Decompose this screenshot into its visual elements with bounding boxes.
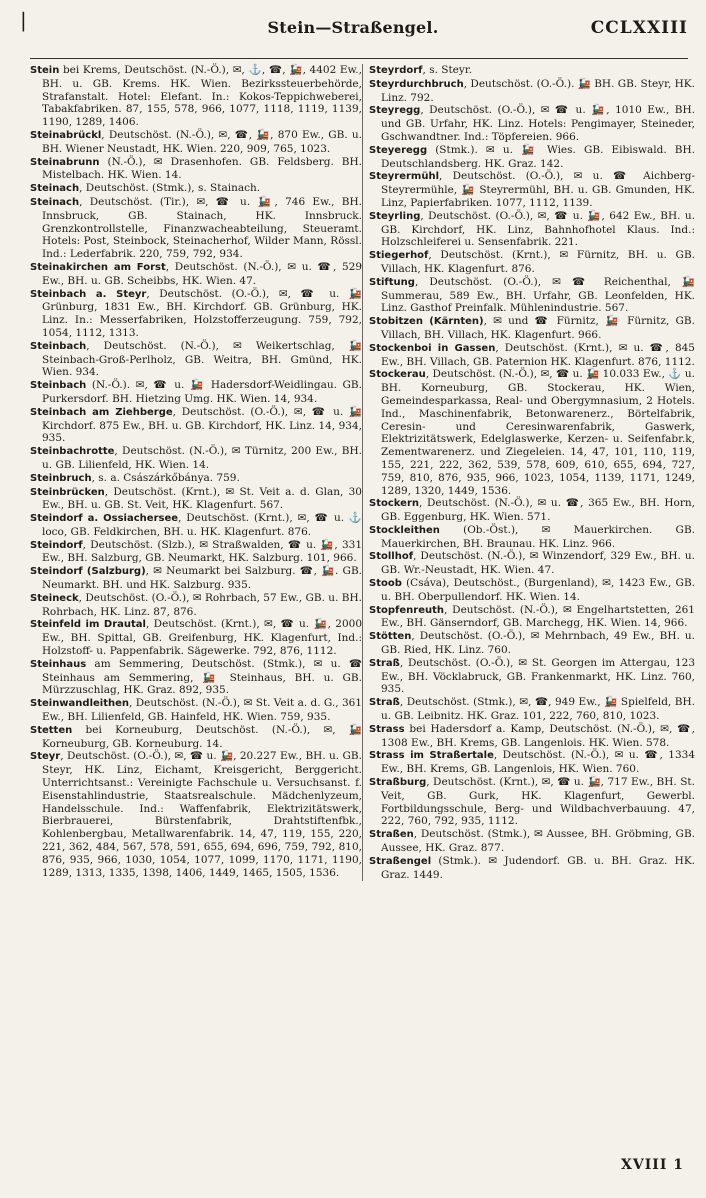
left-column	[30, 64, 362, 879]
entry-details: , Deutschöst. (Krnt.), ✉ u. ☎, 845 Ew., BH. Villach, GB. Paternion HK. Klagenfurt. 876, 1112.	[381, 341, 695, 368]
gazetteer-entry	[369, 696, 695, 723]
entry-headword: Stetten	[30, 724, 73, 736]
entry-details: , Deutschöst. (O.-Ö.), ✉ u. ☎ Aichberg-Steyrermühle, 🚂 Steyrermühl, BH. u. GB. Gmunden, HK. Linz, Papierfabriken. 1077, 1112, 1139.	[381, 170, 695, 209]
running-title: Stein—Straßengel.	[267, 18, 439, 37]
entry-details: , s. a. Császárkőbánya. 759.	[91, 471, 240, 484]
printer-signature: XVIII 1	[621, 1157, 684, 1173]
entry-details: bei Hadersdorf a. Kamp, Deutschöst. (N.-Ö.), ✉, ☎, 1308 Ew., BH. Krems, GB. Langenlois. HK. Wien. 578.	[381, 722, 695, 749]
entry-details: , Deutschöst. (N.-Ö.), ✉ u. ☎, 1334 Ew., BH. Krems, GB. Langenlois, HK. Wien. 760.	[381, 749, 696, 776]
entry-details: , Deutschöst. (N.-Ö.), ✉ Türnitz, 200 Ew., BH. u. GB. Lilienfeld, HK. Wien. 14.	[42, 445, 362, 471]
gazetteer-entry	[369, 723, 695, 750]
entry-headword: Stoob	[369, 578, 402, 590]
gazetteer-entry	[369, 577, 695, 604]
entry-headword: Steindorf	[30, 539, 83, 551]
entry-details: , Deutschöst. (O.-Ö.), ✉ ☎ u. 🚂, 1010 Ew., BH. und GB. Urfahr, HK. Linz. Hotels: Pengimayer, Steineder, Gschwandtner. Ind.: Töpfereien. 966.	[381, 104, 695, 143]
entry-details: (N.-Ö.), ✉ Drasenhofen. GB. Feldsberg. BH. Mistelbach. HK. Wien. 14.	[42, 155, 362, 182]
entry-details: , Deutschöst. (Krnt.), ✉, ☎ u. 🚂, 2000 Ew., BH. Spittal, GB. Greifenburg, HK. Klagenfurt, Ind.: Holzstoff- u. Pappenfabrik. Sägewerke. 792, 876, 1112.	[42, 618, 362, 658]
entry-details: am Semmering, Deutschöst. (Stmk.), ✉ u. ☎ Steinhaus am Semmering, 🚂 Steinhaus, BH. u. GB. Mürzzuschlag, HK. Graz. 892, 935.	[42, 657, 362, 697]
entry-details: , Deutschöst. (N.-Ö.), ✉ Weikertschlag, 🚂 Steinbach-Groß-Perlholz, GB. Weitra, BH. Gmünd, HK. Wien. 934.	[42, 339, 362, 379]
entry-details: , Deutschöst. (O.-Ö.), ✉ St. Georgen im Attergau, 123 Ew., BH. Vöcklabruck, GB. Frankenmarkt, HK. Linz. 760, 935.	[381, 656, 695, 696]
entry-headword: Stiftung	[369, 276, 415, 288]
gazetteer-entry	[30, 182, 362, 196]
entry-details: (N.-Ö.). ✉, ☎ u. 🚂 Hadersdorf-Weidlingau. GB. Purkersdorf. BH. Hietzing Umg. HK. Wien. 14, 934.	[42, 379, 362, 405]
entry-details: , Deutschöst. (O.-Ö.), ✉ Mehrnbach, 49 Ew., BH. u. GB. Ried, HK. Linz. 760.	[381, 630, 695, 657]
entry-headword: Stollhof	[369, 551, 414, 563]
entry-details: , Deutschöst. (N.-Ö.), ✉ u. ☎, 529 Ew., BH. u. GB. Scheibbs, HK. Wien. 47.	[42, 260, 362, 287]
entry-headword: Steyregg	[369, 105, 421, 117]
gazetteer-entry	[30, 261, 362, 288]
gazetteer-entry	[30, 697, 362, 724]
entry-headword: Stein	[30, 65, 60, 76]
gazetteer-entry	[369, 604, 695, 631]
entry-details: , Deutschöst. (Krnt.), ✉, ☎ u. ⚓ loco, GB. Feldkirchen, BH. u. HK. Klagenfurt. 876.	[42, 512, 362, 538]
gazetteer-entry	[30, 658, 362, 697]
entry-headword: Steinwandleithen	[30, 698, 130, 710]
gazetteer-entry	[369, 497, 695, 524]
entry-headword: Steyrling	[369, 210, 421, 222]
entry-headword: Stockern	[369, 498, 419, 510]
gazetteer-entry	[369, 524, 695, 551]
entry-details: , Deutschöst. (O.-Ö.), ✉ Rohrbach, 57 Ew., GB. u. BH. Rohrbach, HK. Linz. 87, 876.	[42, 591, 362, 618]
entry-headword: Steindorf (Salzburg)	[30, 566, 146, 578]
gazetteer-entry	[30, 565, 362, 592]
gazetteer-entry	[369, 630, 695, 657]
gazetteer-entry	[30, 340, 362, 379]
entry-headword: Steinach	[30, 183, 80, 195]
entry-details: , Deutschöst. (O.-Ö.), ✉, ☎ u. 🚂, 20.227 Ew., BH. u. GB. Steyr, HK. Linz, Eichamt, Kreisgericht, Berggericht. Unterrichtsanst.: Vereinigte Fachschule u. Versuchsanst. f. Eisenstahlindustrie, Staatsrealschule. Mädchenlyzeum, Handelsschule. Ind.: Waffenfabrik, Elektrizitätswerk, Bierbrauerei, Bürstenfabrik, Drahtstiftenfbk., Kohlenbergbau, Metallwarenfabrik. 14, 47, 119, 155, 220, 221, 362, 484, 567, 578, 591, 655, 694, 696, 759, 792, 810, 876, 935, 966, 1030, 1054, 1077, 1099, 1170, 1171, 1190, 1289, 1313, 1335, 1398, 1406, 1449, 1465, 1505, 1536.	[42, 750, 362, 879]
gazetteer-entry	[30, 406, 362, 445]
gazetteer-entry	[30, 196, 362, 261]
gazetteer-entry	[369, 249, 695, 276]
gazetteer-entry	[30, 64, 362, 129]
entry-details: , Deutschöst. (O.-Ö.), ✉ ☎ Reichenthal, 🚂 Summerau, 589 Ew., BH. Urfahr, GB. Leonfelden, HK. Linz. Gasthof Preinfalk. Mühlenindustrie. 567.	[381, 275, 695, 315]
entry-details: (Stmk.). ✉ Judendorf. GB. u. BH. Graz. HK. Graz. 1449.	[381, 854, 695, 881]
entry-details: , Deutschöst. (N.-Ö.), ✉ Winzendorf, 329 Ew., BH. u. GB. Wr.-Neustadt, HK. Wien. 47.	[381, 550, 695, 577]
entry-headword: Steinhaus	[30, 658, 87, 670]
gazetteer-entry	[369, 550, 695, 577]
entry-details: , Deutschöst. (Stmk.), s. Stainach.	[79, 182, 261, 195]
entry-details: , Deutschöst. (O.-Ö.), ✉, ☎ u. 🚂 Grünburg, 1831 Ew., BH. Kirchdorf. GB. Grünburg, HK. Linz. In.: Messerfabriken, Holzstofferzeugung. 759, 792, 1054, 1112, 1313.	[42, 287, 362, 339]
entry-headword: Stockerau	[369, 369, 426, 381]
gazetteer-entry	[369, 210, 695, 249]
gazetteer-entry	[369, 144, 695, 171]
entry-headword: Straßengel	[369, 855, 432, 867]
entry-headword: Steyrermühl	[369, 171, 440, 183]
entry-headword: Steinbruch	[30, 472, 92, 484]
entry-headword: Stopfenreuth	[369, 604, 444, 616]
entry-headword: Stockenboi in Gassen	[369, 342, 496, 354]
entry-details: bei Krems, Deutschöst. (N.-Ö.), ✉, ⚓, ☎, 🚂, 4402 Ew., BH. u. GB. Krems. HK. Wien. Bezirkssteuerbehörde, Strafanstalt. Hotel: Elefant. In.: Kokos-Teppichweberei, Tabakfabriken. 87, 155, 578, 966, 1077, 1118, 1119, 1139, 1190, 1289, 1406.	[42, 64, 362, 129]
gazetteer-entry	[369, 276, 695, 315]
entry-headword: Steinbach	[30, 340, 87, 352]
entry-details: , Deutschöst. (O.-Ö.). 🚂 BH. GB. Steyr, HK. Linz. 792.	[381, 77, 695, 104]
entry-headword: Steinbach a. Steyr	[30, 288, 147, 300]
entry-headword: Steinabrückl	[30, 129, 102, 141]
entry-headword: Steinbrücken	[30, 486, 105, 498]
entry-headword: Steinakirchen am Forst	[30, 261, 166, 273]
header-mark: |	[20, 8, 27, 32]
gazetteer-entry	[369, 342, 695, 369]
entry-headword: Straß	[369, 697, 400, 709]
gazetteer-entry	[30, 129, 362, 156]
entry-details: , Deutschöst. (Krnt.), ✉ St. Veit a. d. Glan, 30 Ew., BH. u. GB. St. Veit, HK. Klagenfurt. 567.	[42, 485, 362, 512]
entry-headword: Steinbachrotte	[30, 446, 115, 458]
gazetteer-entry	[30, 724, 362, 751]
entry-headword: Steyeregg	[369, 144, 428, 156]
entry-headword: Steinach	[30, 196, 80, 208]
entry-details: (Csáva), Deutschöst., (Burgenland), ✉, 1423 Ew., GB. u. BH. Oberpullendorf. HK. Wien. 14.	[381, 577, 695, 603]
entry-details: , Deutschöst. (Stmk.), ✉ Aussee, BH. Gröbming, GB. Aussee, HK. Graz. 877.	[381, 828, 695, 855]
gazetteer-entry	[369, 828, 695, 855]
entry-headword: Steinbach	[30, 380, 87, 392]
entry-headword: Steyr	[30, 751, 61, 763]
gazetteer-entry	[369, 855, 695, 882]
gazetteer-entry	[30, 445, 362, 472]
entry-headword: Straß	[369, 657, 400, 669]
gazetteer-entry	[369, 170, 695, 209]
entry-details: , Deutschöst. (N.-Ö.), ✉ St. Veit a. d. G., 361 Ew., BH. Lilienfeld, GB. Hainfeld, HK. Wien. 759, 935.	[42, 697, 362, 724]
entry-details: (Ob.-Öst.), ✉ Mauerkirchen. GB. Mauerkirchen, BH. Braunau. HK. Linz. 966.	[381, 523, 695, 550]
gazetteer-entry	[369, 368, 695, 497]
entry-headword: Stockleithen	[369, 524, 440, 536]
entry-details: , Deutschöst. (O.-Ö.), ✉, ☎ u. 🚂, 642 Ew., BH. u. GB. Kirchdorf, HK. Linz, Bahnhofhotel Klaus. Ind.: Holzschleiferei u. Sensenfabrik. 221.	[381, 209, 695, 249]
gazetteer-entry	[30, 288, 362, 340]
gazetteer-entry	[30, 592, 362, 619]
gazetteer-entry	[30, 618, 362, 657]
gazetteer-entry	[369, 657, 695, 696]
gazetteer-entry	[30, 379, 362, 406]
gazetteer-entry	[30, 486, 362, 513]
entry-headword: Steinfeld im Drautal	[30, 619, 146, 631]
gazetteer-entry	[369, 64, 695, 78]
gazetteer-entry	[30, 472, 362, 486]
entry-details: , ✉ Neumarkt bei Salzburg. ☎, 🚂. GB. Neumarkt. BH. und HK. Salzburg. 935.	[42, 565, 363, 592]
page-header	[0, 0, 706, 62]
gazetteer-entry	[369, 78, 695, 105]
entry-headword: Straßen	[369, 829, 414, 841]
entry-headword: Steyrdorf	[369, 65, 423, 76]
page-number: CCLXXIII	[590, 18, 688, 38]
entry-headword: Steineck	[30, 592, 79, 604]
entry-details: , Deutschöst. (N.-Ö.), ✉ Engelhartstetten, 261 Ew., BH. Gänserndorf, GB. Marchegg, HK. Wien. 14, 966.	[381, 603, 695, 630]
entry-headword: Steyrdurchbruch	[369, 78, 464, 90]
entry-headword: Stiegerhof	[369, 250, 429, 262]
entry-details: , Deutschöst. (Krnt.), ✉ Fürnitz, BH. u. GB. Villach, HK. Klagenfurt. 876.	[381, 249, 695, 275]
gazetteer-entry	[369, 104, 695, 143]
gazetteer-entry	[30, 156, 362, 183]
entry-details: bei Korneuburg, Deutschöst. (N.-Ö.), ✉, 🚂 Korneuburg, GB. Korneuburg. 14.	[42, 723, 362, 750]
entry-headword: Strass	[369, 723, 405, 735]
header-rule	[30, 58, 688, 59]
entry-details: , ✉ und ☎ Fürnitz, 🚂 Fürnitz, GB. Villach, BH. Villach, HK. Klagenfurt. 966.	[381, 315, 695, 341]
entry-details: , s. Steyr.	[422, 64, 473, 76]
entry-details: , Deutschöst. (N.-Ö.), ✉ u. ☎, 365 Ew., BH. Horn, GB. Eggenburg, HK. Wien. 571.	[381, 497, 695, 524]
entry-headword: Stötten	[369, 631, 412, 643]
entry-headword: Steinbach am Ziehberge	[30, 406, 173, 418]
gazetteer-entry	[30, 539, 362, 566]
entry-details: , Deutschöst. (N.-Ö.), ✉, ☎ u. 🚂 10.033 Ew., ⚓ u. BH. Korneuburg, GB. Stockerau, HK. Wien, Gemeindesparkassa, Real- und Obergymnasium, 2 Hotels. Ind., Maschinenfabrik, Betonwarenerz., Börtelfabrik, Ceresin- und Ceresinwarenfabrik, Gaswerk, Elektrizitätswerk, Edelglaswerke, Kerzen- u. Seifenfabr.k, Zementwarenerz. und Ziegeleien. 14, 47, 101, 110, 119, 155, 221, 222, 362, 539, 578, 609, 610, 655, 694, 727, 759, 810, 876, 935, 966, 1023, 1054, 1139, 1171, 1249, 1289, 1320, 1449, 1536.	[381, 368, 695, 497]
right-column	[362, 64, 695, 881]
entry-details: , Deutschöst. (Krnt.), ✉, ☎ u. 🚂, 717 Ew., BH. St. Veit, GB. Gurk, HK. Klagenfurt, Gewerbl. Fortbildungsschule, Berg- und Wildbachverbauung. 47, 222, 760, 792, 935, 1112.	[381, 776, 695, 828]
entry-details: , Deutschöst. (Slzb.), ✉ Straßwalden, ☎ u. 🚂, 331 Ew., BH. Salzburg, GB. Neumarkt, HK. Salzburg. 101, 966.	[42, 538, 362, 565]
gazetteer-entry	[369, 315, 695, 342]
gazetteer-entry	[369, 776, 695, 828]
entry-details: (Stmk.). ✉ u. 🚂 Wies. GB. Eibiswald. BH. Deutschlandsberg. HK. Graz. 142.	[381, 143, 695, 170]
gazetteer-entry	[30, 512, 362, 539]
entry-headword: Steindorf a. Ossiachersee	[30, 513, 179, 525]
entry-details: , Deutschöst. (Stmk.), ✉, ☎, 949 Ew., 🚂 Spielfeld, BH. u. GB. Leibnitz. HK. Graz. 101, 222, 760, 810, 1023.	[381, 696, 695, 723]
entry-headword: Straßburg	[369, 777, 427, 789]
entry-headword: Steinabrunn	[30, 156, 100, 168]
entry-headword: Strass im Straßertale	[369, 750, 494, 762]
entry-headword: Stobitzen (Kärnten)	[369, 316, 484, 328]
gazetteer-entry	[369, 749, 695, 776]
entry-details: , Deutschöst. (N.-Ö.), ✉, ☎, 🚂, 870 Ew., GB. u. BH. Wiener Neustadt, HK. Wien. 220, 909, 765, 1023.	[42, 128, 362, 155]
entry-details: , Deutschöst. (O.-Ö.), ✉, ☎ u. 🚂 Kirchdorf. 875 Ew., BH. u. GB. Kirchdorf, HK. Linz. 14, 934, 935.	[42, 405, 362, 445]
gazetteer-entry	[30, 750, 362, 879]
entry-details: , Deutschöst. (Tir.), ✉, ☎ u. 🚂, 746 Ew., BH. Innsbruck, GB. Stainach, HK. Innsbruck. Grenzkontrollstelle, Finanzwacheabteilung, Steueramt. Hotels: Post, Steinbock, Steinacherhof, Wilder Mann, Rössl. Ind.: Lederfabrik. 220, 759, 792, 934.	[42, 195, 362, 261]
